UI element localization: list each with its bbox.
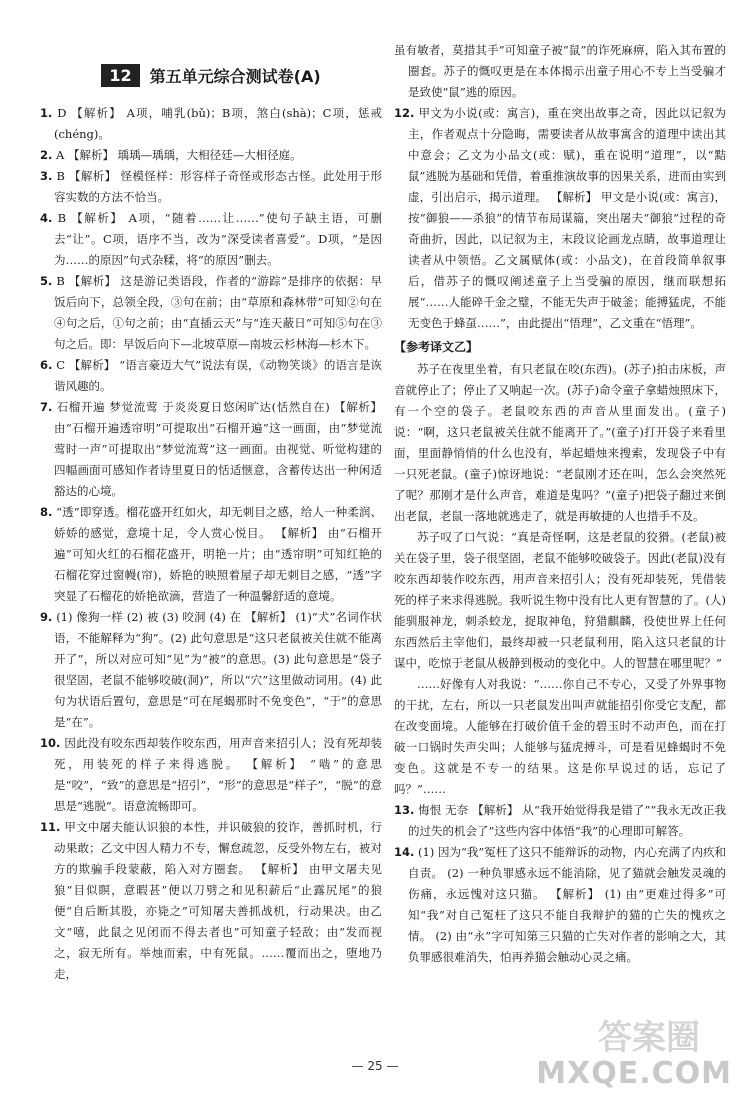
- answer-item: [40, 397, 382, 502]
- item-number: 9.: [40, 610, 53, 624]
- item-text: B 【解析】 这是游记类语段，作者的“游踪”是排序的依据：早饭后向下，总领全段，③句在前；由“草原和森林带”可知②句在④句之后，①句之前；由“直插云天”与“连天蔽日”可知⑤句在③句之后。即：早饭后向下—北坡草原—南坡云杉林海—杉木下。: [54, 274, 382, 351]
- item-number: 6.: [40, 358, 53, 372]
- answer-list-right: [394, 40, 726, 334]
- item-number: 14.: [394, 845, 415, 859]
- item-text: 甲文中屠夫能认识狼的本性，并识破狼的狡诈，善抓时机，行动果敢；乙文中因人精力不专，懈怠疏忽，反受外物左右，被对方的欺骗手段蒙蔽，陷入对方圈套。 【解析】 由甲文屠夫见狼“目似瞑，意暇甚”便以刀劈之和见积薪后“止露尻尾”的狼便“自后断其股，亦毙之”可知屠夫善抓战机，行动果决。由乙文“嘻，此鼠之见闭而不得去者也”可知童子轻敌；由“发而视之，寂无所有。举烛而索，中有死鼠。……覆而出之，堕地乃走，: [54, 820, 383, 981]
- page-number: — 25 —: [351, 1059, 399, 1073]
- title-text: 第五单元综合测试卷(A): [149, 67, 321, 86]
- watermark-logo-cn: 答案圈: [598, 1018, 700, 1058]
- answer-item: [40, 103, 382, 145]
- reference-translation: [394, 359, 726, 800]
- item-text: 悔恨 无奈 【解析】 从“我开始觉得我是错了”“我永无改正我的过失的机会了”这些内容中体悟“我”的心理即可解答。: [408, 803, 727, 838]
- item-text: D 【解析】 A项，哺乳(bǔ)；B项，煞白(shà)；C项，惩戒(chéng)。: [54, 106, 383, 141]
- answer-item: [394, 800, 726, 842]
- item-text: A 【解析】 瑀瑀—瑀瑀，大相径廷—大相径庭。: [56, 148, 302, 162]
- item-number: 13.: [394, 803, 415, 817]
- answer-item: [40, 166, 382, 208]
- answer-item: [40, 607, 382, 733]
- answer-item: [40, 502, 382, 607]
- item-text: 甲文为小说(或：寓言)，重在突出故事之奇，因此以记叙为主，作者观点十分隐晦，需要读者从故事寓含的道理中读出其中意会；乙文为小品文(或：赋)，重在说明“道理”，以“黠鼠”逃脱为基础和凭借，着重推演故事的因果关系，进而由实到虚，引出启示，揭示道理。 【解析】 甲文是小说(或：寓言)，按“御狼——杀狼”的情节布局谋篇，突出屠夫“御狼”过程的奇奇曲折，因此，以记叙为主，末段议论画龙点睛，故事道理让读者从中领悟。乙文属赋体(或：小品文)，在首段简单叙事后，借苏子的慨叹阐述童子上当受骗的原因，继而联想拓展“……人能碎千金之璧，不能无失声于破釜；能搏猛虎，不能无变色于蜂虿……”，由此提出“悟理”，乙文重在“悟理”。: [408, 106, 726, 330]
- answer-item: [394, 103, 726, 334]
- watermark-logo: MXQE.COM: [536, 1056, 732, 1091]
- item-text: (1) 像狗一样 (2) 被 (3) 咬洞 (4) 在 【解析】 (1)“犬”名词作状语，不能解释为“狗”。(2) 此句意思是“这只老鼠被关住就不能离开了”，所以对应可知“见”为“被”的意思。(3) 此句意思是“袋子很坚固，老鼠不能够咬破(洞)”，所以“穴”这里做动词用。(4) 此句为状语后置句，意思是“可在尾蝎那时不免变色”，“于”的意思是“在”。: [54, 610, 382, 729]
- item-number: 2.: [40, 148, 53, 162]
- item-text: C 【解析】 “语言豪迈大气”说法有误，《动物笑谈》的语言是诙谐风趣的。: [54, 358, 383, 393]
- item-number: 4.: [40, 211, 53, 225]
- item-number: 10.: [40, 736, 61, 750]
- translation-paragraph: ……好像有人对我说：“……你自己不专心，又受了外界事物的干扰，左右，所以一只老鼠发出叫声就能招引你受它支配，都在改变面境。人能够在打破价值千金的碧玉时不动声色，而在打破一口锅时失声尖叫；人能够与猛虎搏斗，可是看见蜂蝎时不免变色。这就是不专一的结果。这是你早说过的话，忘记了吗？”……: [394, 677, 726, 796]
- item-text: B 【解析】 A项，“随着……让……”使句子缺主语，可删去“让”。C项，语序不当，改为“深受读者喜爱”。D项，“是因为……的原因”句式杂糅，将“的原因”删去。: [54, 211, 382, 267]
- answer-item: [40, 355, 382, 397]
- answer-item: [40, 733, 382, 817]
- item-number: 8.: [40, 505, 53, 519]
- item-number: 5.: [40, 274, 53, 288]
- answer-item: [40, 145, 382, 166]
- answer-item: [40, 208, 382, 271]
- item-text: (1) 因为“我”冤枉了这只不能辩诉的动物，内心充满了内疚和自责。 (2) 一种负罪感永远不能消除，见了猫就会触发灵魂的伤痛，永远愧对这只猫。 【解析】 (1) 由“更难过得多”可知“我”对自己冤枉了这只不能自我辩护的猫的亡失的愧疚之情。 (2) 由“永”字可知第三只猫的亡失对作者的影响之大，其负罪感很难消失，怕再养猫会触动心灵之痛。: [408, 845, 727, 964]
- page-title: [40, 64, 382, 87]
- reference-translation-title: 【参考译文乙】: [394, 340, 479, 354]
- item-number: 3.: [40, 169, 53, 183]
- answer-item: [40, 271, 382, 355]
- translation-paragraph: 苏子在夜里坐着，有只老鼠在咬(东西)。(苏子)拍击床板，声音就停止了；停止了又响起一次。(苏子)命令童子拿蜡烛照床下，有一个空的袋子。老鼠咬东西的声音从里面发出。(童子)说：“啊，这只老鼠被关住就不能离开了。”(童子)打开袋子来看里面，里面静悄悄的什么也没有，举起蜡烛来搜索，发现袋子中有一只死老鼠。(童子)惊讶地说：“老鼠刚才还在叫，怎么会突然死了呢？那刚才是什么声音，难道是鬼吗？”(童子)把袋子翻过来倒出老鼠，老鼠一落地就逃走了，就是再敏捷的人也措手不及。: [394, 362, 726, 523]
- item-number: 7.: [40, 400, 53, 414]
- item-text: 石榴开遍 梦觉流莺 于炎炎夏日悠闲旷达(恬然自在) 【解析】 由“石榴开遍透帘明”可提取出“石榴开遍”这一画面，由“梦觉流莺时一声”可提取出“梦觉流莺”这一画面。由视觉、听觉构建的四幅画面可感知作者诗里夏日的恬适惬意，含蓄传达出一种闲适豁达的心境。: [54, 400, 383, 498]
- item-text: B 【解析】 怪模怪样：形容样子奇怪或形态古怪。此处用于形容实数的方法不恰当。: [54, 169, 382, 204]
- item-number: 12.: [394, 106, 415, 120]
- item-text: “透”即穿透。榴花盛开红如火，却无刺目之感，给人一种柔润、娇娇的感觉，意境十足，令人赏心悦目。 【解析】 由“石榴开遍”可知火红的石榴花盛开，明艳一片；由“透帘明”可知红艳的石榴花穿过窗幔(帘)，娇艳的映照着屋子却无刺目之感，“透”字突显了石榴花的娇艳欲滴，营造了一种温馨舒适的意境。: [54, 505, 383, 603]
- translation-paragraph: 苏子叹了口气说：“真是奇怪啊，这是老鼠的狡猾。(老鼠)被关在袋子里，袋子很坚固，老鼠不能够咬破袋子。因此(老鼠)没有咬东西却装作咬东西，用声音来招引人；没有死却装死，凭借装死的样子来求得逃脱。我听说生物中没有比人更有智慧的了。(人)能驯服神龙，刺杀蛟龙，捉取神龟，狩猎麒麟，役使世界上任何东西然后主宰他们，最终却被一只老鼠利用，陷入这只老鼠的计谋中，吃惊于老鼠从极静到极动的变化中。人的智慧在哪里呢？”: [394, 530, 726, 670]
- left-column: [40, 40, 382, 985]
- item-text: 虽有敏者，莫措其手”可知童子被“鼠”的诈死麻痹，陷入其布置的圈套。苏子的慨叹更是在本体揭示出童子用心不专上当受骗才是致使“鼠”逃的原因。: [394, 43, 726, 99]
- item-number: 11.: [40, 820, 61, 834]
- section-badge: 12: [101, 64, 139, 87]
- answer-item: [394, 842, 726, 968]
- right-column: [394, 40, 726, 968]
- answer-item: [40, 817, 382, 985]
- answer-list-right-after: [394, 800, 726, 968]
- item-text: 因此没有咬东西却装作咬东西，用声音来招引人；没有死却装死，用装死的样子来得逃脱。 【解析】 “啮”的意思是“咬”，“致”的意思是“招引”，“形”的意思是“样子”，“脱”的意思是“逃脱”。语意流畅即可。: [54, 736, 383, 813]
- answer-item: [394, 40, 726, 103]
- answer-list-left: [40, 103, 382, 985]
- item-number: 1.: [40, 106, 53, 120]
